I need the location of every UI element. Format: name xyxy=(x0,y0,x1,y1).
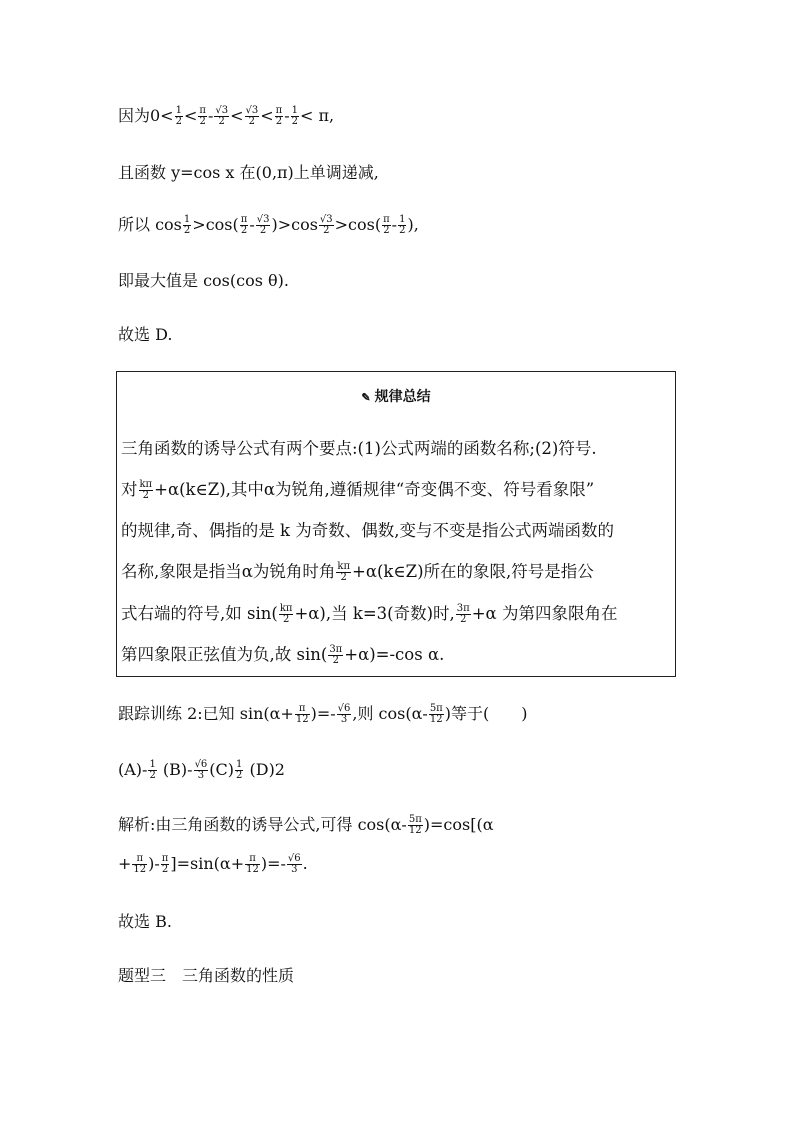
numerator: 3π xyxy=(329,644,343,655)
text: ), xyxy=(407,215,419,234)
denominator: 2 xyxy=(161,864,169,875)
fraction xyxy=(287,854,302,875)
numerator: π xyxy=(161,853,169,864)
choice-d-statement: 故选 D. xyxy=(118,325,173,344)
text: < xyxy=(230,106,244,125)
denominator: 3 xyxy=(340,714,348,725)
fraction xyxy=(382,215,391,236)
text: . xyxy=(302,854,308,873)
summary-line xyxy=(121,644,444,666)
fraction xyxy=(139,480,154,501)
text: 解析:由三角函数的诱导公式,可得 cos(α- xyxy=(118,815,407,834)
fraction xyxy=(328,645,343,666)
fraction xyxy=(337,704,352,725)
fraction xyxy=(275,106,284,127)
numerator: 5π xyxy=(408,814,422,825)
pen-icon: ✎ xyxy=(361,391,371,404)
denominator: 12 xyxy=(133,864,147,875)
text: - xyxy=(284,106,290,125)
denominator: 2 xyxy=(332,655,339,666)
denominator: 2 xyxy=(383,225,390,236)
denominator: 2 xyxy=(175,116,182,127)
numerator: √3 xyxy=(319,214,333,225)
denominator: 2 xyxy=(218,116,225,127)
analysis-line-1 xyxy=(118,815,494,836)
numerator: π xyxy=(295,704,310,715)
text: 跟踪训练 2:已知 sin(α+ xyxy=(118,704,294,723)
text: +α(k∈Z),其中α为锐角,遵循规律“奇变偶不变、符号看象限” xyxy=(154,480,595,499)
fraction xyxy=(408,815,423,836)
summary-line: 三角函数的诱导公式有两个要点:(1)公式两端的函数名称;(2)符号. xyxy=(121,439,597,458)
text: ]=sin(α+ xyxy=(170,854,245,873)
numerator: kπ xyxy=(279,603,293,614)
numerator: kπ xyxy=(139,479,153,490)
text: +α)=-cos α. xyxy=(344,645,445,664)
fraction xyxy=(235,760,243,781)
text: + xyxy=(118,854,132,873)
fraction xyxy=(240,215,249,236)
numerator: kπ xyxy=(337,561,351,572)
denominator: 2 xyxy=(259,225,267,236)
denominator: 2 xyxy=(340,572,347,583)
text: >cos( xyxy=(334,215,382,234)
numerator: π xyxy=(245,854,260,865)
text: 所以 cos xyxy=(118,215,182,234)
box-title xyxy=(117,386,675,406)
text: 因为0< xyxy=(118,106,174,125)
numerator: 1 xyxy=(149,759,156,770)
exercise-question xyxy=(118,704,527,725)
inequality-line xyxy=(118,106,334,127)
text: - xyxy=(207,106,214,125)
option-a: (A)- xyxy=(118,760,148,779)
summary-line: 的规律,奇、偶指的是 k 为奇数、偶数,变与不变是指公式两端函数的 xyxy=(121,521,614,540)
fraction xyxy=(291,106,299,127)
text: - xyxy=(391,215,398,234)
numerator: √3 xyxy=(245,105,259,116)
denominator: 12 xyxy=(295,714,309,725)
fraction xyxy=(279,604,294,625)
rule-summary-box xyxy=(116,371,676,677)
option-b: (B)- xyxy=(157,760,193,779)
text: 名称,象限是指当α为锐角时角 xyxy=(121,562,336,581)
max-value-statement: 即最大值是 cos(cos θ). xyxy=(118,271,289,290)
fraction xyxy=(256,215,271,236)
fraction xyxy=(245,106,260,127)
denominator: 2 xyxy=(248,116,256,127)
text: ,则 cos(α- xyxy=(352,704,428,723)
denominator: 2 xyxy=(282,614,290,625)
denominator: 2 xyxy=(275,116,283,127)
text: )- xyxy=(148,854,160,873)
fraction xyxy=(429,704,444,725)
text: 式右端的符号,如 sin( xyxy=(121,604,278,623)
text: +α),当 k=3(奇数)时, xyxy=(294,604,455,623)
text: - xyxy=(249,215,255,234)
numerator: √3 xyxy=(215,105,229,116)
fraction xyxy=(198,106,207,127)
numerator: 1 xyxy=(291,105,298,116)
denominator: 2 xyxy=(236,770,243,781)
numerator: √6 xyxy=(287,853,301,864)
numerator: π xyxy=(240,214,248,225)
denominator: 12 xyxy=(429,714,443,725)
denominator: 12 xyxy=(246,864,259,875)
denominator: 2 xyxy=(149,770,156,781)
numerator: 1 xyxy=(183,214,191,225)
box-title-text: 规律总结 xyxy=(374,389,431,405)
denominator: 2 xyxy=(199,116,206,127)
fraction xyxy=(336,562,351,583)
numerator: √6 xyxy=(194,759,208,770)
text: >cos( xyxy=(192,215,239,234)
denominator: 2 xyxy=(240,225,248,236)
fraction xyxy=(132,854,147,875)
numerator: √3 xyxy=(256,214,270,225)
fraction xyxy=(456,604,471,625)
text: 对 xyxy=(121,480,138,499)
summary-line xyxy=(121,561,594,583)
numerator: √6 xyxy=(337,703,351,714)
text: )=cos[(α xyxy=(423,815,494,834)
text: )=- xyxy=(260,854,286,873)
analysis-line-2 xyxy=(118,854,308,875)
fraction xyxy=(175,106,183,127)
numerator: π xyxy=(199,105,206,116)
fraction xyxy=(183,215,191,236)
text: < π, xyxy=(300,106,335,125)
text: +α 为第四象限角在 xyxy=(471,604,618,623)
text: 第四象限正弦值为负,故 sin( xyxy=(121,645,328,664)
numerator: 1 xyxy=(175,105,182,116)
numerator: π xyxy=(275,105,283,116)
text: )=- xyxy=(310,704,336,723)
fraction xyxy=(148,760,156,781)
denominator: 2 xyxy=(399,225,406,236)
fraction xyxy=(214,106,229,127)
fraction xyxy=(398,215,406,236)
section-heading: 题型三 三角函数的性质 xyxy=(118,966,295,985)
denominator: 3 xyxy=(197,770,205,781)
fraction xyxy=(319,215,334,236)
choice-b-statement: 故选 B. xyxy=(118,912,172,931)
summary-line xyxy=(121,603,617,625)
denominator: 2 xyxy=(142,490,149,501)
denominator: 12 xyxy=(408,825,422,836)
fraction xyxy=(295,704,310,725)
fraction xyxy=(245,854,260,875)
text: )>cos xyxy=(271,215,318,234)
option-d: (D)2 xyxy=(244,760,285,779)
summary-line xyxy=(121,479,594,501)
option-c: (C) xyxy=(209,760,235,779)
comparison-line xyxy=(118,215,419,236)
answer-options xyxy=(118,760,285,781)
numerator: π xyxy=(132,854,147,865)
numerator: π xyxy=(383,214,390,225)
text: )等于( ) xyxy=(444,704,528,723)
fraction xyxy=(161,854,170,875)
numerator: 5π xyxy=(429,703,443,714)
denominator: 3 xyxy=(291,864,298,875)
numerator: 3π xyxy=(456,603,470,614)
denominator: 2 xyxy=(323,225,330,236)
denominator: 2 xyxy=(291,116,298,127)
monotonic-statement: 且函数 y=cos x 在(0,π)上单调递减, xyxy=(118,163,379,182)
text: < xyxy=(260,106,274,125)
denominator: 2 xyxy=(460,614,467,625)
denominator: 2 xyxy=(183,225,191,236)
fraction xyxy=(194,760,209,781)
numerator: 1 xyxy=(236,759,243,770)
text: < xyxy=(183,106,198,125)
numerator: 1 xyxy=(399,214,406,225)
text: +α(k∈Z)所在的象限,符号是指公 xyxy=(352,562,594,581)
